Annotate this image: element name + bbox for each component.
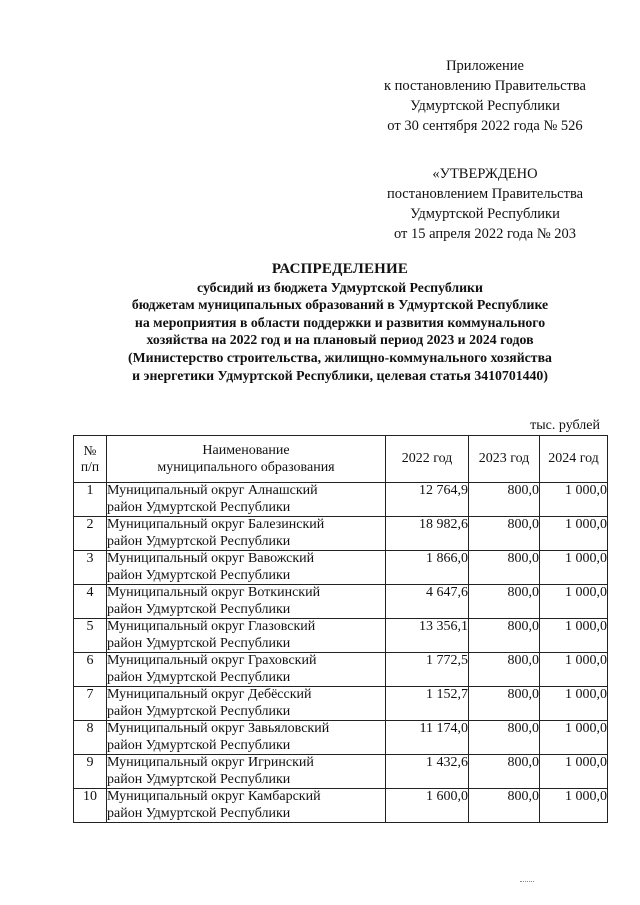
row-2023: 800,0: [469, 721, 540, 755]
row-2022: 4 647,6: [386, 585, 469, 619]
row-2024: 1 000,0: [540, 721, 608, 755]
row-name: [107, 517, 386, 551]
title-heading: РАСПРЕДЕЛЕНИЕ: [271, 261, 409, 277]
title-line-5: (Министерство строительства, жилищно-коммунального хозяйства: [128, 349, 552, 365]
row-name-line-1: Муниципальный округ Игринский: [107, 755, 314, 770]
scan-mark: [520, 873, 534, 882]
row-name-line-2: район Удмуртской Республики: [107, 533, 291, 549]
row-2024: 1 000,0: [540, 789, 608, 823]
row-2022: 13 356,1: [386, 619, 469, 653]
row-name-line-2: район Удмуртской Республики: [107, 669, 291, 685]
table-row: [74, 483, 608, 517]
row-2023: 800,0: [469, 789, 540, 823]
row-name: [107, 483, 386, 517]
row-2023: 800,0: [469, 653, 540, 687]
row-name: [107, 687, 386, 721]
row-name-line-2: район Удмуртской Республики: [107, 771, 291, 787]
row-name-line-1: Муниципальный округ Камбарский: [107, 789, 321, 804]
title-line-3: на мероприятия в области поддержки и развития коммунального: [134, 314, 546, 330]
row-num: 6: [74, 653, 107, 687]
row-num: 10: [74, 789, 107, 823]
row-name-line-1: Муниципальный округ Завьяловский: [107, 721, 330, 736]
table-row: [74, 551, 608, 585]
row-name-line-1: Муниципальный округ Глазовский: [107, 619, 316, 634]
table-row: [74, 755, 608, 789]
row-2024: 1 000,0: [540, 483, 608, 517]
row-2024: 1 000,0: [540, 619, 608, 653]
row-name: [107, 619, 386, 653]
row-2024: 1 000,0: [540, 585, 608, 619]
row-2022: 1 432,6: [386, 755, 469, 789]
row-2022: 1 866,0: [386, 551, 469, 585]
appendix-line-4: от 30 сентября 2022 года № 526: [387, 118, 583, 134]
row-2022: 12 764,9: [386, 483, 469, 517]
row-num: 3: [74, 551, 107, 585]
table-row: [74, 517, 608, 551]
row-2023: 800,0: [469, 483, 540, 517]
row-num: 7: [74, 687, 107, 721]
appendix-line-3: Удмуртской Республики: [410, 98, 560, 114]
table-header-row: [74, 436, 608, 483]
row-name-line-2: район Удмуртской Республики: [107, 601, 291, 617]
row-name-line-1: Муниципальный округ Воткинский: [107, 585, 321, 600]
row-2022: 11 174,0: [386, 721, 469, 755]
appendix-line-1: Приложение: [446, 58, 524, 74]
title-line-2: бюджетам муниципальных образований в Удмуртской Республике: [131, 297, 549, 313]
table-row: [74, 687, 608, 721]
header-name-line-1: Наименование: [202, 443, 290, 458]
row-name: [107, 551, 386, 585]
row-num: 9: [74, 755, 107, 789]
row-2022: 18 982,6: [386, 517, 469, 551]
units-label: тыс. рублей: [530, 418, 600, 433]
table-row: [74, 721, 608, 755]
table-row: [74, 653, 608, 687]
appendix-line-2: к постановлению Правительства: [384, 78, 586, 94]
row-2024: 1 000,0: [540, 755, 608, 789]
approved-line-2: постановлением Правительства: [386, 186, 584, 202]
header-num: [74, 436, 107, 483]
table-row: [74, 585, 608, 619]
row-name: [107, 721, 386, 755]
row-name-line-2: район Удмуртской Республики: [107, 567, 291, 583]
header-2022: 2022 год: [386, 436, 469, 483]
approved-line-3: Удмуртской Республики: [410, 206, 560, 222]
header-num-line-2: п/п: [80, 459, 100, 474]
header-name-line-2: муниципального образования: [157, 460, 335, 475]
row-name-line-2: район Удмуртской Республики: [107, 499, 291, 515]
approved-line-4: от 15 апреля 2022 года № 203: [393, 226, 577, 242]
row-num: 4: [74, 585, 107, 619]
header-num-line-1: №: [83, 443, 97, 458]
row-name: [107, 755, 386, 789]
row-name-line-2: район Удмуртской Республики: [107, 805, 291, 821]
header-name: [107, 436, 386, 483]
title-line-6: и энергетики Удмуртской Республики, целевая статья 3410701440): [132, 367, 548, 383]
row-2023: 800,0: [469, 619, 540, 653]
row-2024: 1 000,0: [540, 551, 608, 585]
approved-line-1: «УТВЕРЖДЕНО: [432, 166, 538, 182]
document-title: [60, 261, 620, 384]
header-2023: 2023 год: [469, 436, 540, 483]
row-2023: 800,0: [469, 687, 540, 721]
row-name-line-1: Муниципальный округ Балезинский: [107, 517, 325, 532]
row-name-line-2: район Удмуртской Республики: [107, 635, 291, 651]
table-row: [74, 619, 608, 653]
row-name-line-1: Муниципальный округ Дебёсский: [107, 687, 312, 702]
table-row: [74, 789, 608, 823]
approved-block: [350, 164, 620, 244]
row-num: 8: [74, 721, 107, 755]
title-line-1: субсидий из бюджета Удмуртской Республики: [197, 279, 483, 295]
row-name-line-1: Муниципальный округ Вавожский: [107, 551, 315, 566]
row-name: [107, 585, 386, 619]
row-2023: 800,0: [469, 755, 540, 789]
distribution-table: [73, 435, 608, 823]
row-2022: 1 600,0: [386, 789, 469, 823]
row-2022: 1 152,7: [386, 687, 469, 721]
row-num: 1: [74, 483, 107, 517]
row-2023: 800,0: [469, 551, 540, 585]
row-2022: 1 772,5: [386, 653, 469, 687]
row-name-line-1: Муниципальный округ Алнашский: [107, 483, 318, 498]
row-2024: 1 000,0: [540, 687, 608, 721]
row-name-line-2: район Удмуртской Республики: [107, 703, 291, 719]
header-2024: 2024 год: [540, 436, 608, 483]
row-2024: 1 000,0: [540, 517, 608, 551]
row-2023: 800,0: [469, 585, 540, 619]
row-name-line-1: Муниципальный округ Граховский: [107, 653, 317, 668]
appendix-block: [350, 56, 620, 136]
row-2023: 800,0: [469, 517, 540, 551]
row-2024: 1 000,0: [540, 653, 608, 687]
row-num: 5: [74, 619, 107, 653]
row-num: 2: [74, 517, 107, 551]
row-name-line-2: район Удмуртской Республики: [107, 737, 291, 753]
row-name: [107, 789, 386, 823]
row-name: [107, 653, 386, 687]
title-line-4: хозяйства на 2022 год и на плановый период 2023 и 2024 годов: [146, 332, 534, 348]
